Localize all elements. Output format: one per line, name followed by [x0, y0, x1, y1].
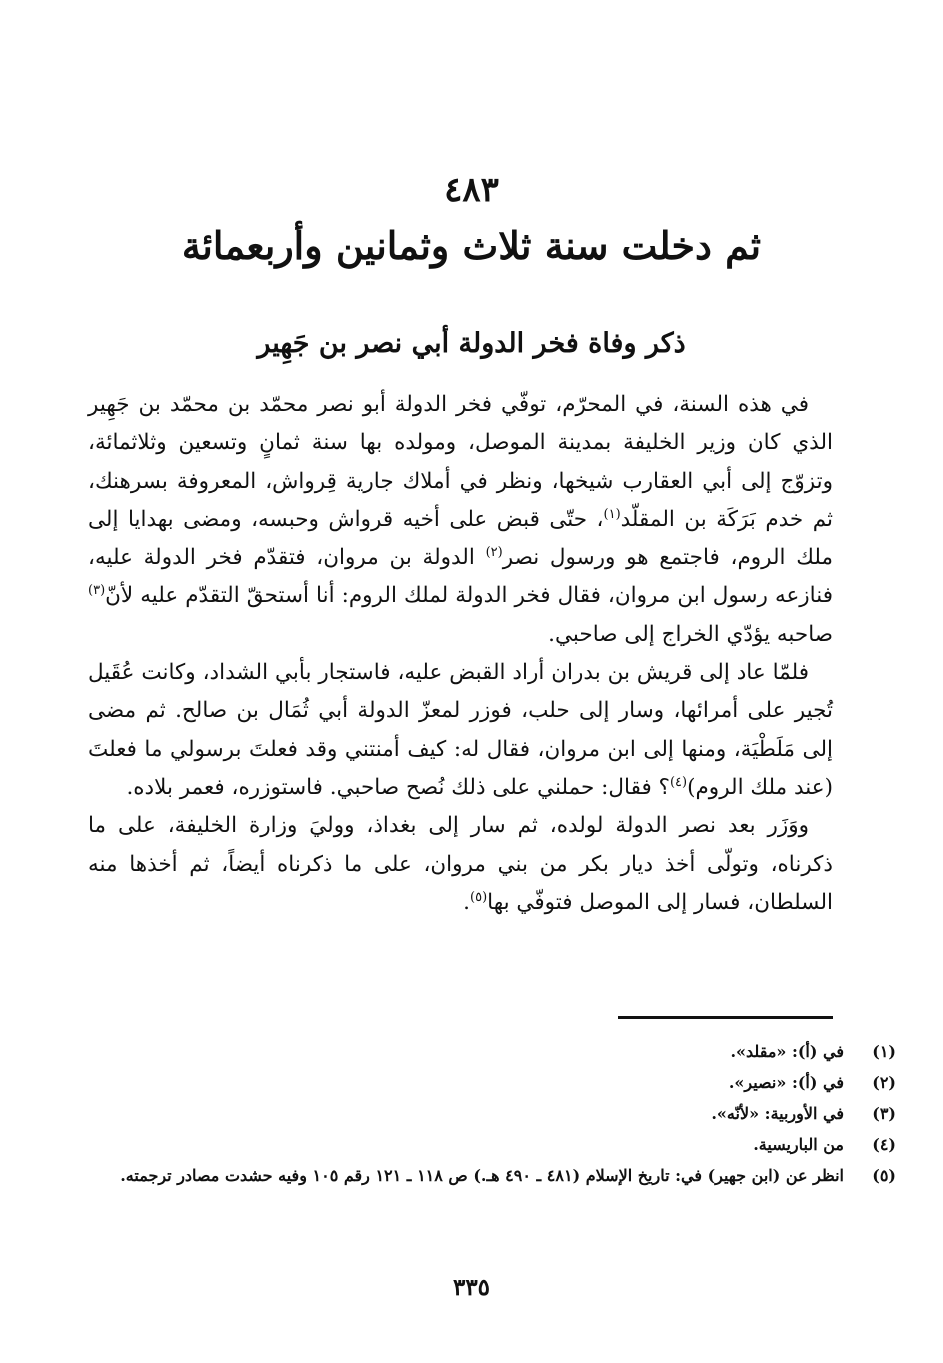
footnote-ref-2: (٢): [485, 545, 503, 561]
footnote-ref-5: (٥): [470, 889, 488, 905]
footnote-number: (٣): [872, 1104, 896, 1123]
paragraph-2: [88, 654, 833, 807]
paragraph-text: ووَزَر بعد نصر الدولة لولده، ثم سار إلى بغداذ، ووليَ وزارة الخليفة، على ما ذكرناه، وتولّى أخذ ديار بكر من بني مروان، على ما ذكرناه أيضاً، ثم أخذها منه السلطان، فسار إلى الموصل فتوفّي بها: [88, 813, 833, 915]
footnote-1: [84, 1036, 896, 1067]
paragraph-text: صاحبه يؤدّي الخراج إلى صاحبي.: [548, 621, 833, 647]
footnote-4: [84, 1129, 896, 1160]
page-number: ٣٣٥: [452, 1274, 491, 1301]
paragraph-3: [88, 807, 833, 922]
footnote-3: [84, 1098, 896, 1129]
footnote-number: (١): [872, 1042, 896, 1061]
paragraph-text: .: [463, 889, 470, 915]
footnotes: [84, 1036, 896, 1191]
paragraph-text: ؟ فقال: حملني على ذلك نُصح صاحبي. فاستوزره، فعمر بلاده.: [126, 774, 670, 800]
footnote-text: من الباريسية.: [753, 1135, 844, 1154]
footnote-number: (٢): [872, 1073, 896, 1092]
paragraph-text: في هذه السنة، في المحرّم، توفّي فخر الدولة أبو نصر محمّد بن محمّد بن جَهِير الذي كان وزير الخليفة بمدينة الموصل، ومولده بها سنة ثمانٍ وتسعين وثلاثمائة، وتزوّج إلى أبي العقارب شيخها، ونظر في أملاك جارية قِرواش، المعروفة بسرهنك، ثم خدم بَرَكَة بن المقلّد: [88, 392, 833, 532]
footnote-number: (٤): [872, 1135, 896, 1154]
footnote-text: انظر عن (ابن جهير) في: تاريخ الإسلام (٤٨١ ـ ٤٩٠ هـ.) ص ١١٨ ـ ١٢١ رقم ١٠٥ وفيه حشدت مصادر ترجمته.: [120, 1166, 844, 1185]
footnote-5: [84, 1160, 896, 1191]
paragraph-text: ، حتّى قبض على أخيه قرواش وحبسه، ومضى بهدايا إلى ملك الروم، فاجتمع هو ورسول نصر: [88, 506, 833, 571]
footnote-text: في الأوربية: «لأنّه».: [711, 1104, 844, 1123]
year-heading: ٤٨٣: [444, 170, 499, 210]
paragraph-text: الدولة بن مروان، فتقدّم فخر الدولة عليه، فنازعه رسول ابن مروان، فقال فخر الدولة لملك الروم: أنا أستحقّ التقدّم عليه لأنّ: [88, 545, 833, 609]
footnote-number: (٥): [872, 1166, 896, 1185]
footnote-text: في (أ): «مقلد».: [730, 1042, 844, 1061]
paragraph-1: [88, 386, 833, 654]
footnote-ref-1: (١): [603, 506, 621, 522]
chapter-title: ثم دخلت سنة ثلاث وثمانين وأربعمائة: [181, 223, 762, 268]
body-text: [88, 386, 833, 922]
footnote-2: [84, 1067, 896, 1098]
paragraph-text: فلمّا عاد إلى قريش بن بدران أراد القبض عليه، فاستجار بأبي الشداد، وكانت عُقَيل تُجير على أمرائها، وسار إلى حلب، فوزر لمعزّ الدولة أبي ثُمَال بن صالح. ثم مضى إلى مَلَطْيَة، ومنها إلى ابن مروان، فقال له: كيف أمنتني وقد فعلتَ برسولي ما فعلتَ (عند ملك الروم): [88, 660, 833, 800]
footnote-divider: [618, 1016, 833, 1019]
footnote-text: في (أ): «نصير».: [728, 1073, 844, 1092]
footnote-ref-3: (٣): [88, 583, 106, 599]
footnote-ref-4: (٤): [669, 774, 688, 790]
section-heading: ذكر وفاة فخر الدولة أبي نصر بن جَهِير: [257, 328, 686, 359]
